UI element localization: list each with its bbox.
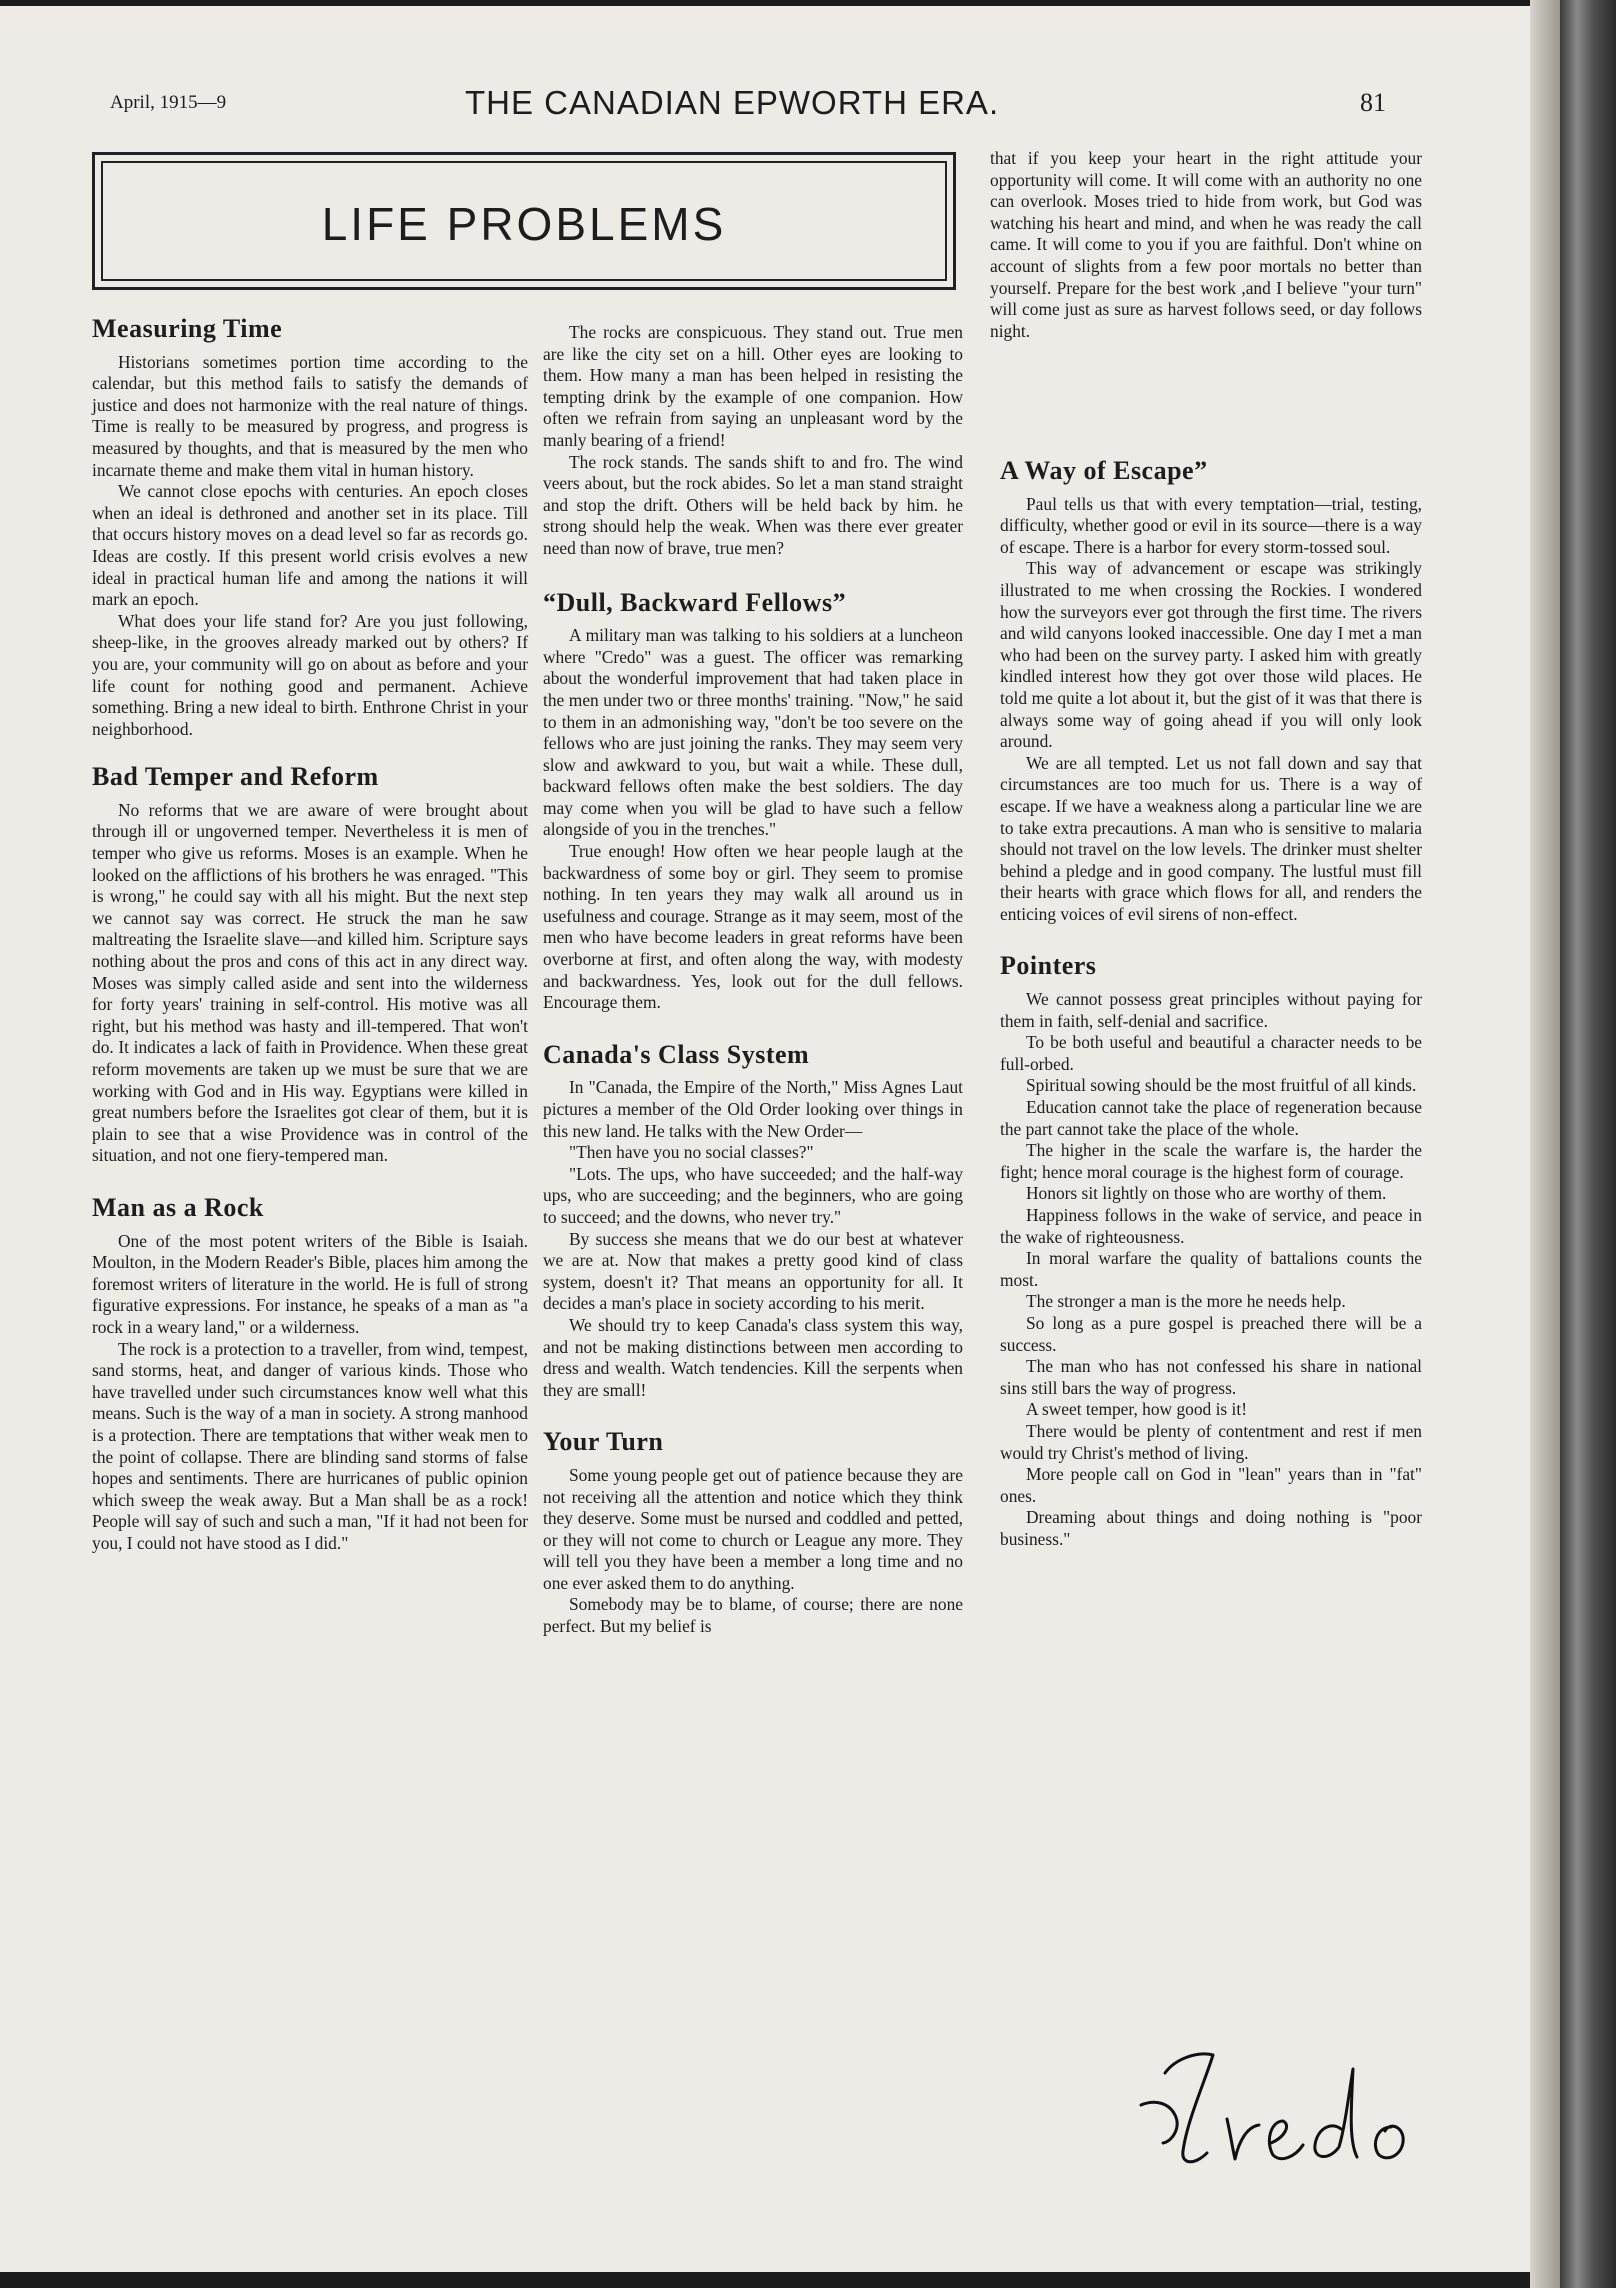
article-dull-fellows bbox=[543, 587, 963, 1014]
paragraph: This way of advancement or escape was strikingly illustrated to me when crossing the Rockies. I wondered how the surveyors ever got through the first time. The rivers and wild canyons looked inaccessible. One day I met a man who had been on the survey party. I asked him with greatly kindled interest how they got over those wild places. He told me quite a lot about it, but the gist of it was that there is always some way of going ahead if you will only look around. bbox=[1000, 558, 1422, 752]
article-pointers bbox=[1000, 951, 1422, 1550]
paragraph: The rocks are conspicuous. They stand out. True men are like the city set on a hill. Other eyes are looking to them. How many a man has been helped in resisting the tempting drink by the example of one companion. How often we refrain from saying an unpleasant word by the manly bearing of a friend! bbox=[543, 322, 963, 450]
pointer-item: Dreaming about things and doing nothing is "poor business." bbox=[1000, 1507, 1422, 1549]
heading-bad-temper: Bad Temper and Reform bbox=[92, 762, 379, 792]
running-header bbox=[110, 84, 1390, 124]
credo-signature bbox=[1135, 2041, 1435, 2176]
heading-pointers: Pointers bbox=[1000, 951, 1097, 981]
publication-title: THE CANADIAN EPWORTH ERA. bbox=[465, 84, 1000, 121]
article-measuring-time bbox=[92, 314, 528, 740]
pointer-item: Education cannot take the place of regeneration because the part cannot take the place of the whole. bbox=[1000, 1097, 1422, 1139]
pointer-item: A sweet temper, how good is it! bbox=[1026, 1399, 1247, 1420]
article-your-turn bbox=[543, 1427, 963, 1637]
pointer-item: The stronger a man is the more he needs help. bbox=[1026, 1291, 1346, 1312]
pointer-item: There would be plenty of contentment and rest if men would try Christ's method of living. bbox=[1000, 1420, 1422, 1463]
paragraph: A military man was talking to his soldiers at a luncheon where "Credo" was a guest. The officer was remarking about the wonderful improvement that had taken place in the men under two or three months' training. "Now," he said to them in an admonishing way, "don't be too severe on the fellows who are just joining the ranks. They may seem very slow and awkward to you, but wait a while. These dull, backward fellows often make the best soldiers. The day may come when you will be glad to have such a fellow alongside of you in the trenches." bbox=[543, 625, 963, 840]
heading-measuring-time: Measuring Time bbox=[92, 314, 283, 343]
column-2 bbox=[543, 322, 963, 1638]
page-edge bbox=[1530, 0, 1560, 2288]
paragraph-your-turn-continued: that if you keep your heart in the right attitude your opportunity will come. It will come with an authority no one can overlook. Moses tried to hide from work, but God was watching his heart and mind, and when he was ready the call came. It will come to you if you are faithful. Don't whine on account of slights from a few poor mortals no better than yourself. Prepare for the best work ,and I believe "your turn" will come just as sure as harvest follows seed, or day follows night. bbox=[990, 148, 1422, 341]
paragraph: The rock is a protection to a traveller, from wind, tempest, sand storms, heat, and danger of various kinds. Those who have travelled under such circumstances know well what this means. Such is the way of a man in society. A strong manhood is a protection. There are temptations that wither weak men to the point of collapse. There are blinding sand storms of false hopes and sentiments. There are hurricanes of public opinion which sweep the weak away. But a Man shall be as a rock! People will say of such and such a man, "If it had not been for you, I could not have stood as I did." bbox=[92, 1338, 528, 1553]
paragraph: No reforms that we are aware of were brought about through ill or ungoverned temper. Nevertheless it is men of temper who give us reforms. Moses is an example. When he looked on the afflictions of his brothers he was enraged. "This is wrong," he could say with all his might. But the next step we cannot say was correct. He struck the man he saw maltreating the Israelite slave—and killed him. Scripture says nothing about the pros and cons of this act in any direct way. Moses was simply called aside and sent into the wilderness for forty years' training in self-control. His motive was all right, but his method was hasty and ill-tempered. That won't do. It indicates a lack of faith in Providence. When these great reform movements are taken up we must be sure that we are working with God and in His way. Egyptians were killed in great numbers before the Israelites got clear of them, but it is plain to see that a wise Providence was in control of the situation, and not one fiery-tempered man. bbox=[92, 799, 528, 1166]
paragraph: "Lots. The ups, who have succeeded; and the half-way ups, who are succeeding; and the beginners, who are going to succeed; and the downs, who never try." bbox=[543, 1163, 963, 1227]
pointer-item: In moral warfare the quality of battalions counts the most. bbox=[1000, 1248, 1422, 1290]
paragraph: Some young people get out of patience because they are not receiving all the attention and notice which they think they deserve. Some must be nursed and coddled and petted, or they will not come to church or League any more. They will tell you they have been a member a long time and no one ever asked them to do anything. bbox=[543, 1464, 963, 1593]
paragraph: True enough! How often we hear people laugh at the backwardness of some boy or girl. They seem to promise nothing. In ten years they may walk all around us in usefulness and courage. Strange as it may seem, most of the men who have become leaders in great reforms have been overborne at first, and often along the way, with modesty and backwardness. Yes, look out for the dull fellows. Encourage them. bbox=[543, 841, 963, 1013]
paragraph: "Then have you no social classes?" bbox=[569, 1142, 814, 1163]
banner-title: LIFE PROBLEMS bbox=[321, 198, 727, 250]
pointer-item: Honors sit lightly on those who are worthy of them. bbox=[1026, 1183, 1387, 1204]
column-3 bbox=[1000, 456, 1422, 1551]
paragraph: Paul tells us that with every temptation—trial, testing, difficulty, whether good or evil in its source—there is a way of escape. There is a harbor for every storm-tossed soul. bbox=[1000, 493, 1422, 557]
paragraph: We cannot close epochs with centuries. An epoch closes when an ideal is dethroned and another set in its place. Till that occurs history moves on a dead level so far as records go. Ideas are costly. If this present world crisis evolves a new ideal in practical human life and among the nations it will mark an epoch. bbox=[92, 481, 528, 610]
paragraph: What does your life stand for? Are you just following, sheep-like, in the grooves already marked out by others? If you are, your community will go on about as before and your life count for nothing good and permanent. Achieve something. Bring a new ideal to birth. Enthrone Christ in your neighborhood. bbox=[92, 610, 528, 739]
article-class-system bbox=[543, 1039, 963, 1402]
heading-man-as-rock: Man as a Rock bbox=[92, 1192, 264, 1222]
page-number: 81 bbox=[1360, 88, 1386, 117]
magazine-page bbox=[0, 6, 1556, 2272]
pointer-item: More people call on God in "lean" years than in "fat" ones. bbox=[1000, 1464, 1422, 1506]
paragraph: Somebody may be to blame, of course; there are none perfect. But my belief is bbox=[543, 1594, 963, 1637]
heading-way-of-escape: A Way of Escape” bbox=[1000, 456, 1208, 485]
paragraph: In "Canada, the Empire of the North," Miss Agnes Laut pictures a member of the Old Order looking over things in this new land. He talks with the New Order— bbox=[543, 1077, 963, 1141]
pointer-item: So long as a pure gospel is preached there will be a success. bbox=[1000, 1312, 1422, 1355]
paragraph: By success she means that we do our best at whatever we are at. Now that makes a pretty good kind of class system, doesn't it? That means an opportunity for all. It decides a man's place in society according to his merit. bbox=[543, 1228, 963, 1314]
banner-inner-border bbox=[101, 161, 947, 281]
article-man-as-rock bbox=[92, 1192, 528, 1555]
pointer-item: To be both useful and beautiful a character needs to be full-orbed. bbox=[1000, 1032, 1422, 1074]
paragraph: Historians sometimes portion time according to the calendar, but this method fails to satisfy the demands of justice and does not harmonize with the real nature of things. Time is really to be measured by progress, and progress is measured by thoughts, and that is measured by the men who incarnate theme and make them vital in human history. bbox=[92, 351, 528, 480]
article-bad-temper bbox=[92, 762, 528, 1167]
article-rock-continued bbox=[543, 322, 963, 560]
heading-your-turn: Your Turn bbox=[543, 1427, 664, 1457]
pointer-item: We cannot possess great principles without paying for them in faith, self-denial and sacrifice. bbox=[1000, 989, 1422, 1031]
paragraph: The rock stands. The sands shift to and fro. The wind veers about, but the rock abides. So let a man stand straight and stop the drift. Others will be held back by him. he strong should help the weak. When was there ever greater need than now of brave, true men? bbox=[543, 451, 963, 558]
column-3-top bbox=[990, 148, 1422, 342]
column-1 bbox=[92, 314, 528, 1554]
heading-dull-fellows: “Dull, Backward Fellows” bbox=[543, 587, 847, 617]
heading-class-system: Canada's Class System bbox=[543, 1039, 810, 1069]
pointer-item: Happiness follows in the wake of service, and peace in the wake of righteousness. bbox=[1000, 1205, 1422, 1247]
section-banner bbox=[92, 152, 956, 290]
book-spine bbox=[1560, 0, 1616, 2288]
pointer-item: The higher in the scale the warfare is, the harder the fight; hence moral courage is the highest form of courage. bbox=[1000, 1140, 1422, 1182]
pointer-item: Spiritual sowing should be the most fruitful of all kinds. bbox=[1026, 1075, 1417, 1096]
pointer-item: The man who has not confessed his share in national sins still bars the way of progress. bbox=[1000, 1356, 1422, 1398]
paragraph: We should try to keep Canada's class system this way, and not be making distinctions between men according to dress and wealth. Watch tendencies. Kill the serpents when they are small! bbox=[543, 1314, 963, 1400]
issue-date: April, 1915—9 bbox=[110, 92, 227, 113]
paragraph: One of the most potent writers of the Bible is Isaiah. Moulton, in the Modern Reader's Bible, places him among the foremost writers of literature in the world. He is full of strong figurative expressions. For instance, he speaks of a man as "a rock in a weary land," or a wilderness. bbox=[92, 1230, 528, 1337]
paragraph: We are all tempted. Let us not fall down and say that circumstances are too much for us. There is a way of escape. If we have a weakness along a particular line we are to take extra precautions. A man who is sensitive to malaria should not travel on the low levels. The drinker must shelter behind a pledge and in good company. The lustful must fill their hearts with grace which flows for all, and renders the enticing voices of evil sirens of non-effect. bbox=[1000, 752, 1422, 924]
article-way-of-escape bbox=[1000, 456, 1422, 925]
